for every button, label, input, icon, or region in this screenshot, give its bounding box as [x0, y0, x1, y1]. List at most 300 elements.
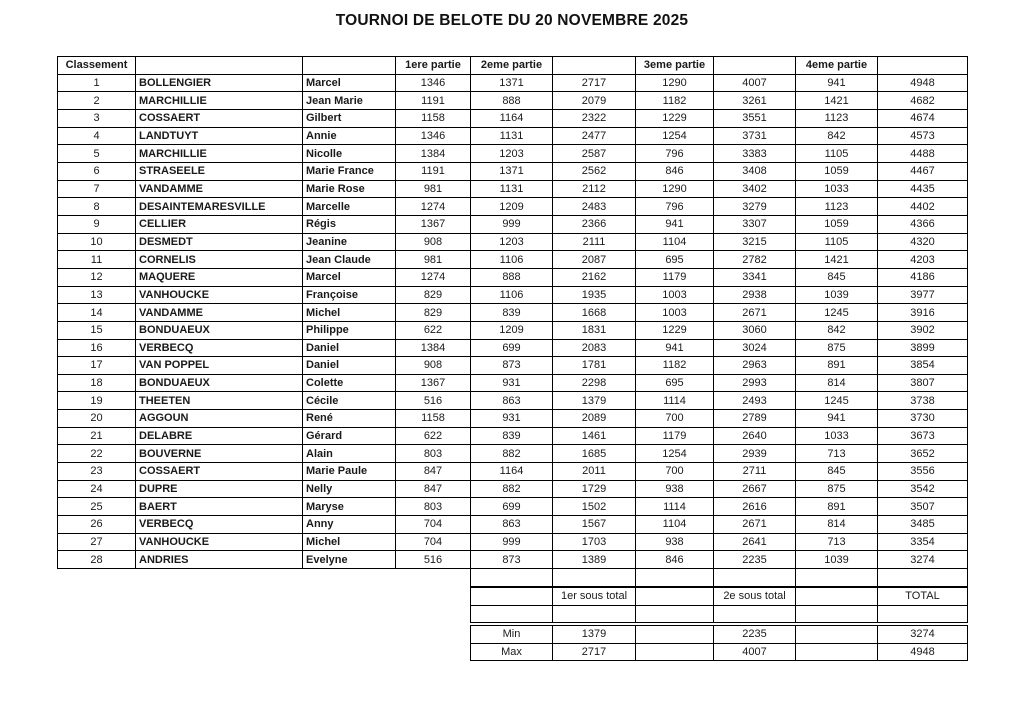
- subtotal1-cell: 1502: [553, 498, 636, 516]
- total-cell: 3730: [878, 410, 968, 428]
- subtotal2-cell: 2616: [714, 498, 796, 516]
- rank-cell: 14: [58, 304, 136, 322]
- subtotal2-cell: 3060: [714, 321, 796, 339]
- p2-cell: 863: [471, 392, 553, 410]
- subtotal1-cell: 2162: [553, 268, 636, 286]
- summary-minmax-row: [471, 626, 968, 644]
- firstname-cell: Marcel: [303, 268, 396, 286]
- total-cell: 3673: [878, 427, 968, 445]
- p2-cell: 1203: [471, 233, 553, 251]
- subtotal2-cell: 2671: [714, 304, 796, 322]
- p1-cell: 981: [396, 251, 471, 269]
- summary-cell: [714, 605, 796, 623]
- summary-cell: [796, 605, 878, 623]
- summary-spacer-row: [471, 569, 968, 587]
- p4-cell: 713: [796, 533, 878, 551]
- p4-cell: 1039: [796, 551, 878, 569]
- p3-cell: 941: [636, 215, 714, 233]
- total-cell: 3738: [878, 392, 968, 410]
- summary-cell: Max: [471, 643, 553, 661]
- p3-cell: 1290: [636, 180, 714, 198]
- p2-cell: 1106: [471, 251, 553, 269]
- table-row: [58, 551, 968, 569]
- summary-cell: [553, 605, 636, 623]
- table-row: [58, 516, 968, 534]
- rank-cell: 28: [58, 551, 136, 569]
- total-cell: 3902: [878, 321, 968, 339]
- firstname-cell: Marie France: [303, 162, 396, 180]
- firstname-cell: Anny: [303, 516, 396, 534]
- p3-cell: 1104: [636, 516, 714, 534]
- p3-cell: 1179: [636, 427, 714, 445]
- subtotal1-cell: 2087: [553, 251, 636, 269]
- table-row: [58, 321, 968, 339]
- p1-cell: 1191: [396, 162, 471, 180]
- lastname-cell: CORNELIS: [136, 251, 303, 269]
- p3-cell: 1229: [636, 321, 714, 339]
- p3-cell: 1003: [636, 286, 714, 304]
- subtotal2-cell: 2963: [714, 357, 796, 375]
- p2-cell: 1209: [471, 321, 553, 339]
- total-cell: 3354: [878, 533, 968, 551]
- subtotal1-cell: 2111: [553, 233, 636, 251]
- subtotal1-cell: 2089: [553, 410, 636, 428]
- subtotal1-cell: 2562: [553, 162, 636, 180]
- rank-cell: 10: [58, 233, 136, 251]
- summary-cell: 1er sous total: [553, 588, 636, 606]
- p4-cell: 1059: [796, 162, 878, 180]
- p3-cell: 700: [636, 463, 714, 481]
- subtotal2-cell: 2493: [714, 392, 796, 410]
- p3-cell: 938: [636, 480, 714, 498]
- rank-cell: 25: [58, 498, 136, 516]
- total-cell: 4203: [878, 251, 968, 269]
- p4-cell: 842: [796, 321, 878, 339]
- table-row: [58, 498, 968, 516]
- table-row: [58, 233, 968, 251]
- table-row: [58, 445, 968, 463]
- p4-cell: 1033: [796, 180, 878, 198]
- p1-cell: 803: [396, 445, 471, 463]
- subtotal2-cell: 3024: [714, 339, 796, 357]
- rank-cell: 18: [58, 374, 136, 392]
- p2-cell: 1164: [471, 109, 553, 127]
- table-row: [58, 74, 968, 92]
- total-cell: 3899: [878, 339, 968, 357]
- p4-cell: 891: [796, 357, 878, 375]
- p4-cell: 814: [796, 374, 878, 392]
- firstname-cell: Marie Rose: [303, 180, 396, 198]
- subtotal2-cell: 3341: [714, 268, 796, 286]
- lastname-cell: LANDTUYT: [136, 127, 303, 145]
- lastname-cell: VERBECQ: [136, 516, 303, 534]
- rank-cell: 15: [58, 321, 136, 339]
- total-cell: 3485: [878, 516, 968, 534]
- subtotal1-cell: 1831: [553, 321, 636, 339]
- rank-cell: 1: [58, 74, 136, 92]
- p4-cell: 1105: [796, 145, 878, 163]
- total-cell: 3854: [878, 357, 968, 375]
- summary-cell: 4007: [714, 643, 796, 661]
- p3-cell: 1254: [636, 127, 714, 145]
- p3-cell: 1254: [636, 445, 714, 463]
- p2-cell: 873: [471, 551, 553, 569]
- p1-cell: 829: [396, 286, 471, 304]
- p1-cell: 704: [396, 516, 471, 534]
- p2-cell: 999: [471, 215, 553, 233]
- lastname-cell: COSSAERT: [136, 109, 303, 127]
- table-row: [58, 198, 968, 216]
- subtotal1-cell: 2483: [553, 198, 636, 216]
- p1-cell: 981: [396, 180, 471, 198]
- total-cell: 4186: [878, 268, 968, 286]
- total-cell: 4573: [878, 127, 968, 145]
- subtotal1-cell: 2366: [553, 215, 636, 233]
- p1-cell: 622: [396, 321, 471, 339]
- summary-cell: [471, 569, 553, 587]
- summary-spacer-body: [471, 569, 968, 587]
- firstname-cell: Jean Claude: [303, 251, 396, 269]
- p1-cell: 847: [396, 480, 471, 498]
- firstname-cell: Evelyne: [303, 551, 396, 569]
- subtotal2-cell: 3402: [714, 180, 796, 198]
- rank-cell: 20: [58, 410, 136, 428]
- p4-cell: 814: [796, 516, 878, 534]
- p2-cell: 839: [471, 304, 553, 322]
- p2-cell: 839: [471, 427, 553, 445]
- p2-cell: 888: [471, 92, 553, 110]
- p2-cell: 1164: [471, 463, 553, 481]
- firstname-cell: Gilbert: [303, 109, 396, 127]
- p4-cell: 1059: [796, 215, 878, 233]
- p3-cell: 846: [636, 551, 714, 569]
- p1-cell: 1158: [396, 109, 471, 127]
- firstname-cell: Marie Paule: [303, 463, 396, 481]
- subtotal2-cell: 2938: [714, 286, 796, 304]
- total-cell: 3542: [878, 480, 968, 498]
- p3-cell: 1003: [636, 304, 714, 322]
- subtotal1-cell: 2587: [553, 145, 636, 163]
- rank-cell: 8: [58, 198, 136, 216]
- lastname-cell: BOUVERNE: [136, 445, 303, 463]
- p2-cell: 931: [471, 374, 553, 392]
- rank-cell: 19: [58, 392, 136, 410]
- subtotal2-cell: 2782: [714, 251, 796, 269]
- lastname-cell: DESMEDT: [136, 233, 303, 251]
- subtotal1-cell: 1685: [553, 445, 636, 463]
- lastname-cell: DUPRE: [136, 480, 303, 498]
- summary-cell: [878, 569, 968, 587]
- total-cell: 4366: [878, 215, 968, 233]
- p4-cell: 1421: [796, 251, 878, 269]
- subtotal1-cell: 1389: [553, 551, 636, 569]
- table-row: [58, 92, 968, 110]
- p3-cell: 941: [636, 339, 714, 357]
- lastname-cell: DELABRE: [136, 427, 303, 445]
- p1-cell: 704: [396, 533, 471, 551]
- summary-cell: [636, 588, 714, 606]
- summary-cell: 2235: [714, 626, 796, 644]
- lastname-cell: VERBECQ: [136, 339, 303, 357]
- total-cell: 3652: [878, 445, 968, 463]
- subtotal1-cell: 2717: [553, 74, 636, 92]
- total-cell: 3556: [878, 463, 968, 481]
- p4-cell: 875: [796, 339, 878, 357]
- p2-cell: 931: [471, 410, 553, 428]
- lastname-cell: BONDUAEUX: [136, 321, 303, 339]
- firstname-cell: Daniel: [303, 357, 396, 375]
- lastname-cell: THEETEN: [136, 392, 303, 410]
- firstname-cell: Daniel: [303, 339, 396, 357]
- p4-cell: 875: [796, 480, 878, 498]
- p1-cell: 1274: [396, 268, 471, 286]
- p4-cell: 845: [796, 268, 878, 286]
- total-cell: 4674: [878, 109, 968, 127]
- subtotal1-cell: 2011: [553, 463, 636, 481]
- summary-cell: [796, 588, 878, 606]
- table-row: [58, 162, 968, 180]
- p1-cell: 847: [396, 463, 471, 481]
- lastname-cell: VANDAMME: [136, 304, 303, 322]
- rank-cell: 27: [58, 533, 136, 551]
- rank-cell: 24: [58, 480, 136, 498]
- firstname-cell: Jean Marie: [303, 92, 396, 110]
- lastname-cell: COSSAERT: [136, 463, 303, 481]
- total-cell: 4320: [878, 233, 968, 251]
- firstname-cell: Marcelle: [303, 198, 396, 216]
- table-row: [58, 463, 968, 481]
- table-row: [58, 109, 968, 127]
- p4-cell: 1421: [796, 92, 878, 110]
- firstname-cell: Michel: [303, 304, 396, 322]
- firstname-cell: Cécile: [303, 392, 396, 410]
- subtotal2-cell: 2641: [714, 533, 796, 551]
- results-table: [57, 56, 968, 569]
- p1-cell: 516: [396, 392, 471, 410]
- header-3eme-partie: 3eme partie: [636, 57, 714, 75]
- summary-cell: [471, 605, 553, 623]
- table-row: [58, 339, 968, 357]
- header-classement: Classement: [58, 57, 136, 75]
- p4-cell: 1033: [796, 427, 878, 445]
- summary-minmax-table: [470, 625, 968, 661]
- summary-cell: [714, 569, 796, 587]
- rank-cell: 6: [58, 162, 136, 180]
- p4-cell: 842: [796, 127, 878, 145]
- subtotal1-cell: 2298: [553, 374, 636, 392]
- subtotal2-cell: 2671: [714, 516, 796, 534]
- subtotal2-cell: 3261: [714, 92, 796, 110]
- p1-cell: 1346: [396, 127, 471, 145]
- subtotal1-cell: 2477: [553, 127, 636, 145]
- total-cell: 3274: [878, 551, 968, 569]
- rank-cell: 9: [58, 215, 136, 233]
- p3-cell: 938: [636, 533, 714, 551]
- p3-cell: 700: [636, 410, 714, 428]
- lastname-cell: STRASEELE: [136, 162, 303, 180]
- p4-cell: 1123: [796, 198, 878, 216]
- header-2eme-partie: 2eme partie: [471, 57, 553, 75]
- total-cell: 4402: [878, 198, 968, 216]
- table-row: [58, 268, 968, 286]
- results-table-body: [58, 74, 968, 568]
- firstname-cell: Philippe: [303, 321, 396, 339]
- firstname-cell: Annie: [303, 127, 396, 145]
- p1-cell: 908: [396, 233, 471, 251]
- rank-cell: 2: [58, 92, 136, 110]
- p4-cell: 713: [796, 445, 878, 463]
- subtotal2-cell: 2711: [714, 463, 796, 481]
- lastname-cell: MAQUERE: [136, 268, 303, 286]
- p1-cell: 908: [396, 357, 471, 375]
- rank-cell: 17: [58, 357, 136, 375]
- p2-cell: 1203: [471, 145, 553, 163]
- total-cell: 3916: [878, 304, 968, 322]
- summary-label-row: [471, 605, 968, 623]
- p2-cell: 882: [471, 480, 553, 498]
- summary-cell: 1379: [553, 626, 636, 644]
- firstname-cell: Colette: [303, 374, 396, 392]
- lastname-cell: VANHOUCKE: [136, 286, 303, 304]
- rank-cell: 3: [58, 109, 136, 127]
- total-cell: 4682: [878, 92, 968, 110]
- summary-minmax-row: [471, 643, 968, 661]
- header-subtotal2: [714, 57, 796, 75]
- table-row: [58, 374, 968, 392]
- summary-cell: Min: [471, 626, 553, 644]
- p3-cell: 695: [636, 251, 714, 269]
- summary-labels-body: [471, 588, 968, 623]
- firstname-cell: Jeanine: [303, 233, 396, 251]
- rank-cell: 21: [58, 427, 136, 445]
- p4-cell: 845: [796, 463, 878, 481]
- p2-cell: 1371: [471, 74, 553, 92]
- p3-cell: 1229: [636, 109, 714, 127]
- summary-spacer-table: [470, 568, 968, 587]
- lastname-cell: BAERT: [136, 498, 303, 516]
- subtotal2-cell: 2640: [714, 427, 796, 445]
- summary-cell: [796, 626, 878, 644]
- firstname-cell: Maryse: [303, 498, 396, 516]
- subtotal2-cell: 3731: [714, 127, 796, 145]
- table-row: [58, 145, 968, 163]
- lastname-cell: MARCHILLIE: [136, 145, 303, 163]
- firstname-cell: Marcel: [303, 74, 396, 92]
- table-row: [58, 427, 968, 445]
- rank-cell: 7: [58, 180, 136, 198]
- table-row: [58, 215, 968, 233]
- header-1ere-partie: 1ere partie: [396, 57, 471, 75]
- total-cell: 4467: [878, 162, 968, 180]
- p1-cell: 829: [396, 304, 471, 322]
- p4-cell: 941: [796, 410, 878, 428]
- p4-cell: 941: [796, 74, 878, 92]
- p3-cell: 846: [636, 162, 714, 180]
- summary-cell: [636, 569, 714, 587]
- subtotal1-cell: 1729: [553, 480, 636, 498]
- total-cell: 3807: [878, 374, 968, 392]
- p2-cell: 1371: [471, 162, 553, 180]
- p2-cell: 1209: [471, 198, 553, 216]
- lastname-cell: ANDRIES: [136, 551, 303, 569]
- lastname-cell: VANHOUCKE: [136, 533, 303, 551]
- subtotal1-cell: 1703: [553, 533, 636, 551]
- p2-cell: 1131: [471, 127, 553, 145]
- header-total: [878, 57, 968, 75]
- summary-cell: [553, 569, 636, 587]
- subtotal1-cell: 1461: [553, 427, 636, 445]
- p1-cell: 1367: [396, 215, 471, 233]
- p3-cell: 1179: [636, 268, 714, 286]
- summary-cell: 2717: [553, 643, 636, 661]
- p3-cell: 1182: [636, 357, 714, 375]
- lastname-cell: VAN POPPEL: [136, 357, 303, 375]
- p1-cell: 1274: [396, 198, 471, 216]
- p4-cell: 1245: [796, 392, 878, 410]
- subtotal2-cell: 3279: [714, 198, 796, 216]
- page-title: TOURNOI DE BELOTE DU 20 NOVEMBRE 2025: [335, 12, 689, 29]
- p1-cell: 1191: [396, 92, 471, 110]
- p2-cell: 882: [471, 445, 553, 463]
- rank-cell: 26: [58, 516, 136, 534]
- subtotal2-cell: 3551: [714, 109, 796, 127]
- p1-cell: 803: [396, 498, 471, 516]
- table-row: [58, 392, 968, 410]
- table-row: [58, 127, 968, 145]
- p1-cell: 1384: [396, 145, 471, 163]
- summary-labels-table: [470, 587, 968, 623]
- header-subtotal1: [553, 57, 636, 75]
- p2-cell: 863: [471, 516, 553, 534]
- total-cell: 4948: [878, 74, 968, 92]
- table-row: [58, 286, 968, 304]
- p3-cell: 1182: [636, 92, 714, 110]
- p4-cell: 1105: [796, 233, 878, 251]
- firstname-cell: Michel: [303, 533, 396, 551]
- p1-cell: 622: [396, 427, 471, 445]
- rank-cell: 11: [58, 251, 136, 269]
- summary-cell: [471, 588, 553, 606]
- subtotal2-cell: 2993: [714, 374, 796, 392]
- subtotal1-cell: 2322: [553, 109, 636, 127]
- lastname-cell: AGGOUN: [136, 410, 303, 428]
- summary-cell: 2e sous total: [714, 588, 796, 606]
- p2-cell: 1106: [471, 286, 553, 304]
- total-cell: 4435: [878, 180, 968, 198]
- subtotal1-cell: 1935: [553, 286, 636, 304]
- p1-cell: 1346: [396, 74, 471, 92]
- subtotal1-cell: 2083: [553, 339, 636, 357]
- summary-cell: 4948: [878, 643, 968, 661]
- table-row: [58, 480, 968, 498]
- lastname-cell: BONDUAEUX: [136, 374, 303, 392]
- firstname-cell: Gérard: [303, 427, 396, 445]
- subtotal1-cell: 1379: [553, 392, 636, 410]
- p3-cell: 1114: [636, 392, 714, 410]
- rank-cell: 13: [58, 286, 136, 304]
- table-row: [58, 410, 968, 428]
- rank-cell: 16: [58, 339, 136, 357]
- header-4eme-partie: 4eme partie: [796, 57, 878, 75]
- subtotal1-cell: 2079: [553, 92, 636, 110]
- table-row: [58, 357, 968, 375]
- p3-cell: 1104: [636, 233, 714, 251]
- table-row: [58, 180, 968, 198]
- p1-cell: 1384: [396, 339, 471, 357]
- p3-cell: 796: [636, 145, 714, 163]
- p4-cell: 891: [796, 498, 878, 516]
- p2-cell: 888: [471, 268, 553, 286]
